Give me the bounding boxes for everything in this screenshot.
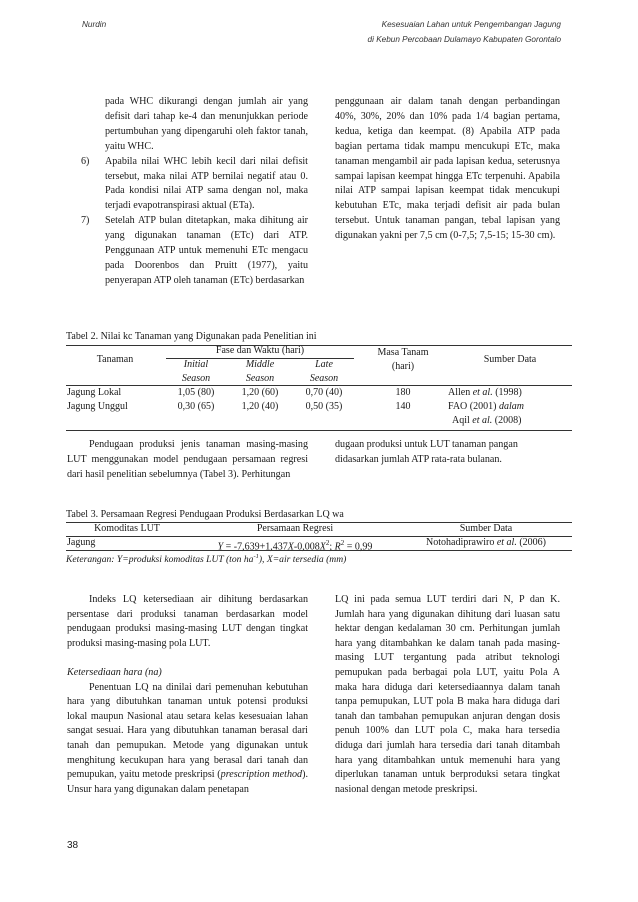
bottom-right-paragraph: LQ ini pada semua LUT terdiri dari N, P dan K. Jumlah hara yang digunakan dihitung dari luasan satu hektar dengan kedalaman 30 cm. Perhitungan jumlah hara yang ditambahkan ke dalam tanah pada masing-masing LUT tergantung pada atribut teknologi pemupukan pada berbagai pola LUT, yaitu Pola A maka hara diduga dari ketersediaannya dalam tanah tanpa pemupukan, LUT pola B maka hara diduga dari tanah dan tambahan pemupukan anjuran dengan dosis penuh 100% dan LUT pola C, maka hara tersedia diduga dari jumlah hara tersedia dari tanah ditambah hara yang ditambahkan untuk memenuhi hara yang diperlukan tanaman untuk berproduksi setara tingkat nasional dengan metode preskripsi.	[335, 594, 560, 795]
eq-exp1: 2	[325, 539, 330, 547]
table2-row2-initial: 0,30 (65)	[177, 401, 215, 412]
table2-bottom-rule	[66, 430, 572, 431]
table3-src-etal: et al.	[496, 537, 517, 548]
table3-src-author: Notohadiprawiro	[426, 537, 497, 548]
table2-row2-src-author: FAO (2001)	[448, 401, 499, 412]
table2-row1-sumber	[448, 386, 522, 400]
list-number-7: 7)	[81, 215, 90, 227]
top-left-column	[81, 95, 308, 289]
table2-row2-tanaman: Jagung Unggul	[67, 401, 128, 412]
table2-row2-src-dalam: dalam	[498, 401, 524, 412]
section-heading-ketersediaan-hara: Ketersediaan hara (na)	[67, 666, 162, 678]
eq-r2-value: = 0,99	[344, 541, 373, 553]
table3-row-komoditas: Jagung	[67, 537, 96, 548]
table2-row2-sumber-line2	[452, 414, 521, 428]
eq-sep: ;	[329, 541, 335, 553]
list-continuation-text: pada WHC dikurangi dengan jumlah air yang defisit dari tahap ke-4 dan menunjukkan periode pertumbuhan yang dipengaruhi oleh faktor tanah, yaitu WHC.	[105, 96, 308, 152]
list-item-6	[81, 155, 308, 215]
mid-left-paragraph: Pendugaan produksi jenis tanaman masing-masing LUT menggunakan model pendugaan persamaan regresi dari hasil penelitian sebelumnya (Tabel 3). Perhitungan	[67, 439, 308, 480]
table3-note-sup: -1	[253, 553, 259, 560]
list-text-7: Setelah ATP bulan ditetapkan, maka dihitung air yang digunakan tanaman (ETc) dari ATP. Penggunaan ATP untuk memenuhi ETc mengacu pada Doorenbos dan Pruitt (1977), yaitu penyerapan ATP oleh tanaman (ETc) berdasarkan	[105, 215, 308, 286]
table2-row2-sumber	[448, 400, 524, 414]
eq-r: R	[334, 541, 341, 553]
table3-note-b: ), X=air tersedia (mm)	[258, 554, 347, 566]
p2-text-a: Penentuan LQ na dinilai dari pemenuhan kebutuhan hara yang dibutuhkan tanaman untuk potensi produksi lokal maupun Nasional atau setara kelas kesesuaian lahan sangat sesuai. Hara yang dibutuhkan tanaman berasal dari tanah dan pemupukan. Metode yang digunakan untuk menghitung kecukupan hara yang berasal dari tanah dan pemupukan, yaitu metode preskripsi (	[67, 681, 308, 781]
table2-row2-src2-etal: et al.	[472, 415, 493, 426]
eq-part2: -0,008	[293, 541, 320, 553]
table2-header-initial-l1: Initial	[183, 359, 209, 370]
top-right-column	[335, 95, 560, 244]
table2-header-late-l1: Late	[315, 359, 333, 370]
table2-header-late	[294, 358, 354, 386]
table2-header-masa-l2: (hari)	[391, 361, 415, 372]
list-number-6: 6)	[81, 155, 90, 167]
p2-text-c: ). Unsur hara yang digunakan dalam penetapan	[67, 769, 308, 795]
running-header-author: Nurdin	[82, 20, 107, 29]
table3-note-a: Keterangan: Y=produksi komoditas LUT (ton ha	[66, 554, 254, 566]
table3-header-sumber: Sumber Data	[459, 523, 513, 534]
mid-right-paragraph: dugaan produksi untuk LUT tanaman pangan didasarkan jumlah ATP rata-rata bulanan.	[335, 439, 518, 465]
table2-row1-src-etal: et al.	[472, 387, 493, 398]
table2-row1-src-author: Allen	[448, 387, 473, 398]
table2-header-masa-l1: Masa Tanam	[377, 347, 429, 358]
table2-header-fase: Fase dan Waktu (hari)	[215, 345, 305, 356]
table3-caption: Tabel 3. Persamaan Regresi Pendugaan Produksi Berdasarkan LQ wa	[66, 509, 344, 520]
running-header-title	[261, 17, 561, 47]
table2-header-middle-l1: Middle	[245, 359, 275, 370]
eq-y: Y	[217, 541, 224, 553]
table2-row2-middle: 1,20 (40)	[241, 401, 279, 412]
page-number: 38	[67, 840, 79, 851]
table2-row2-masa: 140	[395, 401, 411, 412]
bottom-left-paragraph-1: Indeks LQ ketersediaan air dihitung berdasarkan persentase dari produksi tanaman berdasarkan model pendugaan produksi masing-masing LUT dengan tingkat produksi masing-masing pola LUT.	[67, 594, 308, 649]
bottom-left-column	[67, 593, 308, 797]
eq-x1: X	[287, 541, 294, 553]
list-text-6: Apabila nilai WHC lebih kecil dari nilai defisit tersebut, maka nilai ATP bernilai negatif atau 0. Pada kondisi nilai ATP sama dengan nol, maka terjadi evapotranspirasi aktual (ETa).	[105, 155, 308, 212]
eq-x2: X	[319, 541, 326, 553]
mid-left-column	[67, 438, 308, 483]
table2-row1-initial: 1,05 (80)	[177, 387, 215, 398]
table2-header-masa-tanam	[366, 346, 440, 374]
table2-header-initial	[166, 358, 226, 386]
table3-header-persamaan: Persamaan Regresi	[256, 523, 334, 534]
table2-row1-masa: 180	[395, 387, 411, 398]
eq-part1: = -7,639+1,437	[223, 541, 288, 553]
table2-header-tanaman: Tanaman	[96, 354, 134, 365]
bottom-left-paragraph-2	[67, 681, 308, 798]
list-item-7	[81, 214, 308, 289]
bottom-right-column	[335, 593, 560, 797]
table3-header-komoditas: Komoditas LUT	[94, 523, 160, 534]
table2-row1-src-year: (1998)	[492, 387, 522, 398]
table2-header-middle-l2: Season	[245, 373, 275, 384]
list-continuation-right: penggunaan air dalam tanah dengan perbandingan 40%, 30%, 20% dan 10% pada 1/4 bagian pertama, kedua, ketiga dan keempat. (8) Apabila ATP pada bagian pertama tidak mampu mencukupi ETc, maka tanaman mengambil air pada lapisan kedua, seterusnya sampai lapisan keempat hingga ETc terpenuhi. Apabila nilai ATP sampai lapisan keempat tidak mencukupi kebutuhan ETc, maka terjadi defisit air pada bulan tersebut. Untuk tanaman pangan, tebal lapisan yang digunakan yakni per 7,5 cm (0-7,5; 7,5-15; 15-30 cm).	[335, 96, 560, 242]
running-header-title-line2: di Kebun Percobaan Dulamayo Kabupaten Gorontalo	[367, 35, 561, 44]
p2-text-italic: prescription method	[220, 769, 303, 781]
table2-header-late-l2: Season	[309, 373, 339, 384]
table3-src-year: (2006)	[516, 537, 546, 548]
table3-row-sumber	[400, 536, 572, 550]
table2-row2-src2-year: (2008)	[492, 415, 522, 426]
table2-row1-late: 0,70 (40)	[305, 387, 343, 398]
mid-right-column	[335, 438, 560, 468]
running-header-title-line1: Kesesuaian Lahan untuk Pengembangan Jagung	[381, 20, 561, 29]
table2-header-sumber: Sumber Data	[483, 354, 537, 365]
eq-exp2: 2	[340, 539, 345, 547]
table2-row1-middle: 1,20 (60)	[241, 387, 279, 398]
table2-row2-src2-author: Aqil	[452, 415, 473, 426]
table3-note	[66, 550, 346, 567]
table2-caption: Tabel 2. Nilai kc Tanaman yang Digunakan pada Penelitian ini	[66, 331, 317, 342]
table2-header-initial-l2: Season	[181, 373, 211, 384]
table2-row2-late: 0,50 (35)	[305, 401, 343, 412]
table2-header-middle	[230, 358, 290, 386]
table2-row1-tanaman: Jagung Lokal	[67, 387, 122, 398]
